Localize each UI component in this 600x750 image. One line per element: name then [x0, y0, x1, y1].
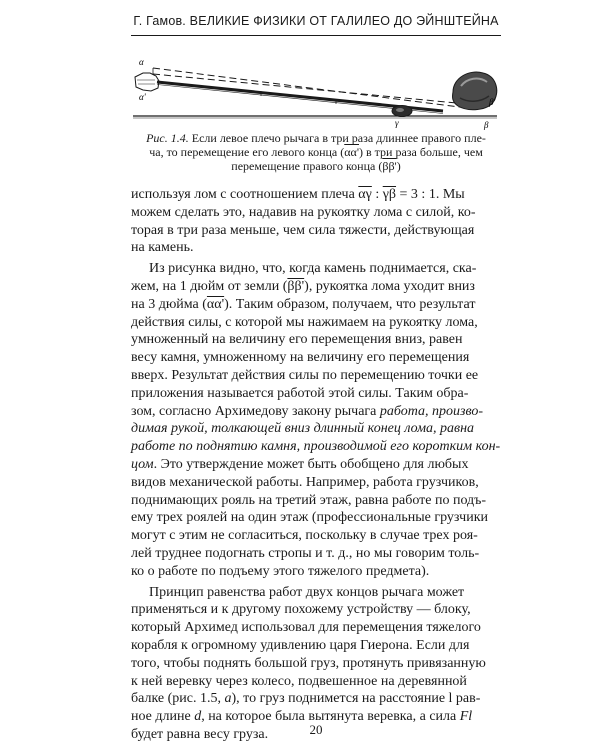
text-line: видов механической работы. Например, работа грузчиков,: [131, 474, 479, 490]
text-line: применяться и к другому похожему устройству — блоку,: [131, 602, 471, 618]
text-line: балке (рис. 1.5, а), то груз поднимется на расстояние l рав-: [131, 691, 481, 707]
text-line: используя лом с соотношением плеча $\overline{\alpha\gamma}$ : $\overline{\gamma\beta} = 3$ : 1. Мы: [131, 187, 465, 202]
text-line: ему трех роялей на один этаж (профессиональные грузчики: [131, 510, 489, 526]
text-line: который Архимед использовал для перемещения тяжелого: [131, 620, 481, 636]
header-rule: [131, 35, 501, 36]
text-line: Из рисунка видно, что, когда камень поднимается, ска-: [149, 261, 477, 277]
label-gamma: γ: [395, 118, 399, 128]
figure-label: Рис. 1.4.: [146, 131, 189, 145]
text-line: работе по поднятию камня, производимой его коротким кон-: [131, 439, 501, 455]
text-line: могут с этим не согласиться, поскольку в случае трех роя-: [131, 528, 478, 544]
text-line: цом. Это утверждение может быть обобщено для любых: [131, 456, 469, 472]
page-number: 20: [309, 722, 323, 737]
text-line: весу камня, умноженному на величину его перемещения: [131, 350, 470, 366]
label-alpha: α: [139, 57, 144, 67]
caption-line: ча, то перемещение его левого конца (αα') в три раза больше, чем: [149, 145, 483, 159]
text-line: действия силы, с которой мы нажимаем на рукоятку лома,: [131, 314, 478, 330]
caption-line: перемещение правого конца (ββ'): [231, 159, 401, 173]
text-line: Принцип равенства работ двух концов рычага может: [149, 584, 465, 600]
label-alpha-prime: α': [139, 92, 146, 102]
label-beta: β: [484, 120, 489, 130]
running-head: Г. Гамов. ВЕЛИКИЕ ФИЗИКИ ОТ ГАЛИЛЕО ДО ЭЙНШТЕЙНА: [133, 14, 499, 28]
text-line: того, чтобы поднять большой груз, протянуть привязанную: [131, 655, 486, 671]
caption-line: Рис. 1.4. Если левое плечо рычага в три раза длиннее правого пле-: [146, 131, 486, 145]
text-line: на камень.: [131, 240, 194, 256]
text-line: лей труднее подогнать стропы и т. д., но мы говорим толь-: [131, 545, 480, 561]
label-beta-prime: β': [489, 97, 496, 107]
text-line: поднимающих рояль на третий этаж, равна работе по подъ-: [131, 492, 487, 508]
hand-drawing: [135, 73, 159, 91]
body-text: [131, 186, 503, 744]
text-line: торая в три раза меньше, чем сила тяжести, действующая: [131, 222, 475, 238]
text-line: корабля к огромному удивлению царя Гиерона. Если для: [131, 637, 470, 653]
text-line: ное длине d, на которое была вытянута веревка, а сила Fl: [131, 709, 473, 725]
lever-figure: [131, 56, 501, 130]
text-line: зом, согласно Архимедову закону рычага работа, произво-: [131, 403, 484, 419]
text-line: будет равна весу груза.: [131, 726, 269, 742]
text-line: к ней веревку через колесо, подвешенное на деревянной: [131, 673, 467, 689]
text-line: жем, на 1 дюйм от земли (ββ'), рукоятка лома уходит вниз: [131, 278, 475, 294]
text-line: на 3 дюйма (αα'). Таким образом, получаем, что результат: [131, 296, 476, 312]
text-line: можем сделать это, надавив на рукоятку лома с силой, ко-: [131, 204, 476, 220]
text-line: приложения называется работой этой силы. Таким обра-: [131, 385, 469, 401]
figure-caption: [131, 131, 501, 173]
text-line: умноженный на величину его перемещения вниз, равен: [131, 332, 463, 348]
text-line: димая рукой, толкающей вниз длинный конец лома, равна: [131, 421, 475, 437]
text-line: ко о работе по подъему этого тяжелого предмета).: [131, 563, 430, 579]
text-line: вверх. Результат действия силы по перемещению точки ее: [131, 367, 479, 383]
lever-dashed-upper: [153, 68, 467, 108]
